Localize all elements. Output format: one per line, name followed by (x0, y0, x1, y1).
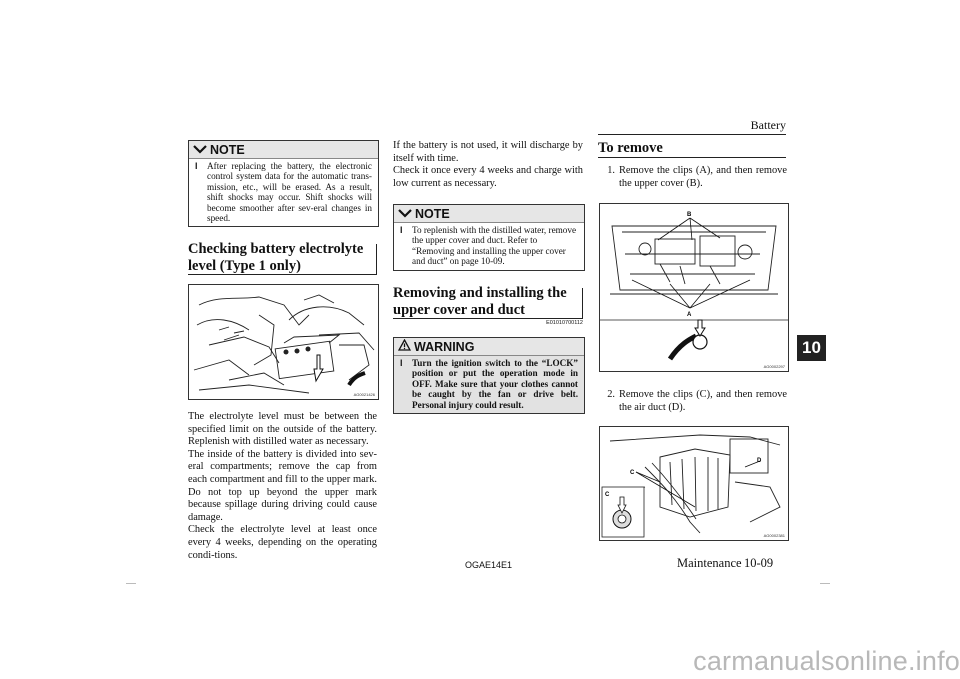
note-label: NOTE (210, 142, 245, 157)
step-1 (599, 165, 787, 190)
heading-rule (188, 274, 377, 275)
crop-mark (126, 583, 136, 584)
bullet-icon: l (400, 358, 403, 368)
warning-triangle-icon (398, 338, 411, 356)
paragraph: Check the electrolyte level at least once every 4 weeks, depending on the operating condi-tions. (188, 524, 377, 561)
callout-c: C (630, 470, 635, 476)
step-text: Remove the clips (C), and then remove the air duct (D). (619, 389, 787, 413)
heading-rule (393, 318, 583, 319)
note-icon (193, 141, 207, 159)
note-icon (398, 205, 412, 223)
footer-section-name: Maintenance (677, 556, 742, 570)
warning-item (400, 358, 578, 410)
document-code: OGAE14E1 (465, 560, 513, 570)
watermark: carmanualsonline.info (693, 646, 960, 676)
note-box (188, 140, 379, 227)
heading-line: upper cover and duct (393, 302, 525, 318)
heading-line: Removing and installing the (393, 285, 567, 301)
callout-c-inset: C (605, 492, 610, 498)
paragraph: Check it once every 4 weeks and charge with low current as necessary. (393, 165, 583, 189)
figure-code: AG0002297 (763, 364, 785, 369)
chapter-tab: 10 (797, 335, 826, 361)
note-box (393, 204, 585, 271)
paragraph: The inside of the battery is divided into sev-eral compartments; remove the cap from each compartment and fill to the upper mark. Do not top up beyond the upper mark because spillage during driving could cause damage. (188, 448, 377, 523)
figure-code: AG0021426 (353, 392, 375, 397)
page-number: 10-09 (744, 556, 774, 570)
paragraph: The electrolyte level must be between the specified limit on the outside of the battery. Replenish with distilled water as necessary. (188, 411, 377, 448)
note-item (400, 225, 578, 267)
heading-line: Checking battery electrolyte (188, 241, 364, 257)
callout-a: A (687, 312, 692, 318)
callout-b: B (687, 212, 692, 218)
note-text: To replenish with the distilled water, remove the upper cover and duct. Refer to “Removing and installing the upper cover and duct” on page 10-09. (412, 225, 577, 267)
step-number: 1. (607, 165, 615, 176)
battery-electrolyte-figure (188, 284, 379, 400)
bullet-icon: l (195, 161, 198, 171)
to-remove-heading: To remove (598, 140, 663, 156)
warning-box (393, 337, 585, 414)
discharge-body (393, 140, 583, 190)
note-text: After replacing the battery, the electronic control system data for the automatic trans-mission, etc., will be erased. As a result, shift shocks may occur. Shift shocks will become smoother after sev-eral changes in speed. (207, 161, 372, 224)
note-body (189, 159, 378, 226)
note-header (189, 141, 378, 159)
step-text: Remove the clips (A), and then remove the upper cover (B). (619, 165, 787, 189)
running-header: Battery (750, 118, 786, 132)
figure-code: AG0002381 (763, 533, 785, 538)
note-header (394, 205, 584, 223)
note-label: NOTE (415, 206, 450, 221)
section-code: E01010700112 (546, 320, 583, 326)
section-heading-upper-cover (393, 285, 583, 319)
heading-rule (582, 288, 583, 318)
note-body (394, 223, 584, 270)
warning-body (394, 356, 584, 413)
upper-cover-figure (599, 203, 789, 372)
warning-text: Turn the ignition switch to the “LOCK” position or put the operation mode in OFF. Make sure that your clothes cannot be caught by the fan or drive belt. Personal injury could result. (412, 358, 578, 410)
callout-d: D (757, 458, 762, 464)
heading-rule (598, 157, 786, 158)
warning-label: WARNING (414, 339, 475, 354)
heading-line: level (Type 1 only) (188, 258, 301, 274)
electrolyte-body (188, 411, 377, 562)
air-duct-figure (599, 426, 789, 541)
step-number: 2. (607, 389, 615, 400)
section-heading-electrolyte (188, 241, 377, 275)
warning-header (394, 338, 584, 356)
header-rule (598, 134, 786, 135)
step-2 (599, 389, 787, 414)
bullet-icon: l (400, 225, 403, 235)
heading-rule (376, 244, 377, 274)
note-item (195, 161, 372, 223)
crop-mark (820, 583, 830, 584)
paragraph: If the battery is not used, it will discharge by itself with time. (393, 140, 583, 164)
